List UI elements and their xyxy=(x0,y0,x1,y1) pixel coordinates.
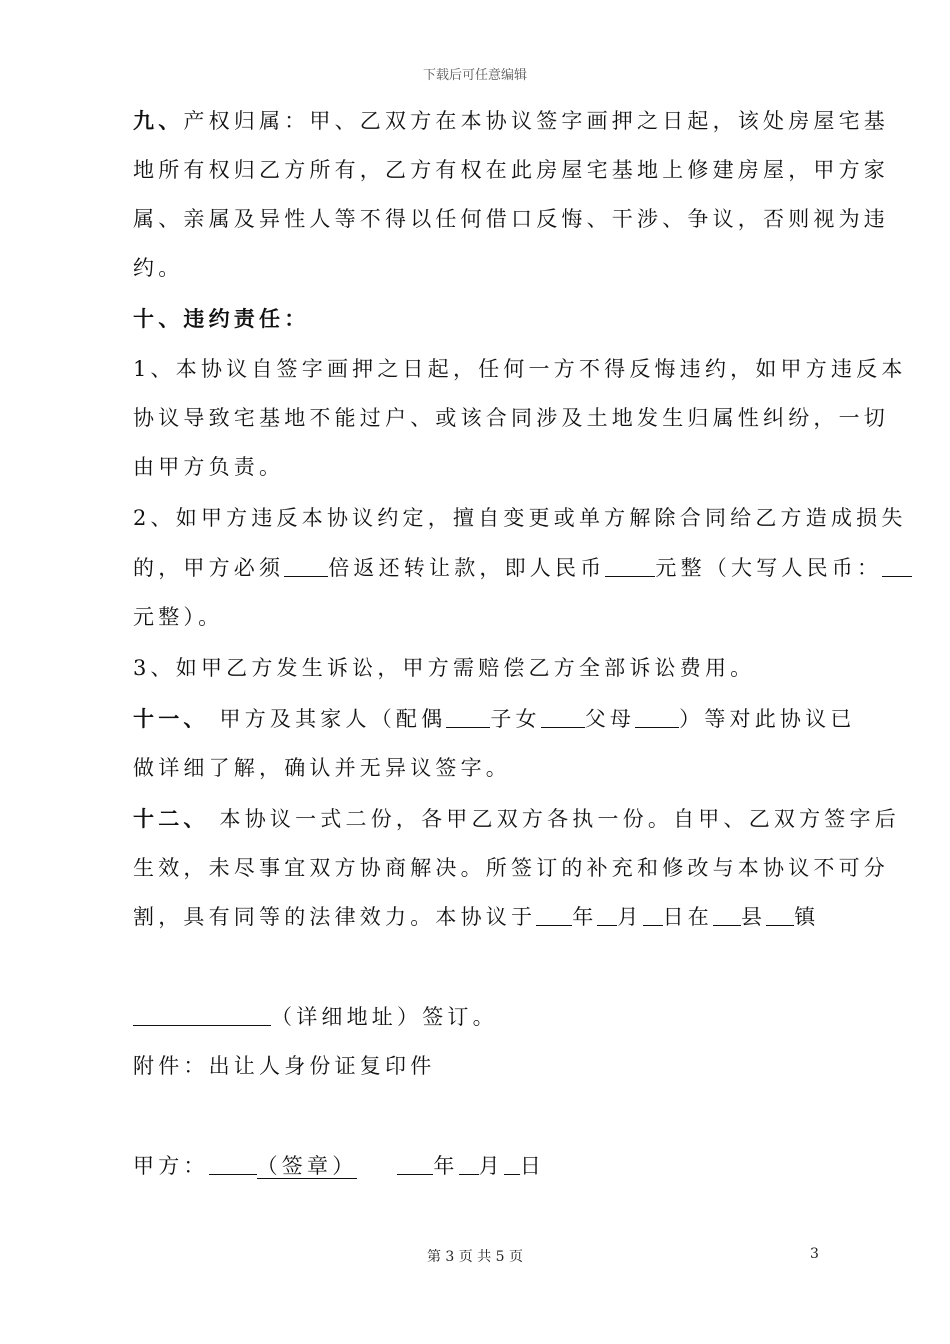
clause-10-item-1-line-3: 由甲方负责。 xyxy=(133,455,285,479)
clause-10-heading: 十、违约责任： xyxy=(133,306,310,331)
clause-10-item-1-line-2: 协议导致宅基地不能过户、或该合同涉及土地发生归属性纠纷，一切 xyxy=(133,406,889,430)
clause-9-line-2: 地所有权归乙方所有，乙方有权在此房屋宅基地上修建房屋，甲方家 xyxy=(133,158,889,182)
blank-year[interactable] xyxy=(536,903,572,926)
clause-11-number: 十一、 xyxy=(133,706,209,731)
text-segment: 日 xyxy=(519,1154,546,1178)
text-segment: （详细地址）签订。 xyxy=(271,1005,498,1029)
seal-label: （签章） xyxy=(256,1154,358,1178)
clause-12-line-3 xyxy=(133,902,833,932)
text-segment: 月 xyxy=(617,905,643,929)
text-segment: 元整（大写人民币： xyxy=(655,556,883,580)
text-segment: 割，具有同等的法律效力。本协议于 xyxy=(133,905,537,929)
clause-9-line-4: 约。 xyxy=(133,256,184,280)
party-a-label: 甲方： xyxy=(133,1154,209,1178)
clause-10-item-2-line-3: 元整）。 xyxy=(133,605,224,629)
signature-line xyxy=(133,1151,833,1181)
attachment-line: 附件：出让人身份证复印件 xyxy=(133,1054,436,1078)
text-segment: ）等对此协议已 xyxy=(679,707,856,731)
text-segment: 县 xyxy=(741,905,767,929)
text-segment: 日在 xyxy=(662,905,714,929)
blank-spouse[interactable] xyxy=(446,705,490,728)
clause-11-line-2: 做详细了解，确认并无异议签字。 xyxy=(133,756,511,780)
clause-12-number: 十二、 xyxy=(133,806,209,831)
clause-12-text: 本协议一式二份，各甲乙双方各执一份。自甲、乙双方签字后 xyxy=(219,807,900,831)
text-segment: 的，甲方必须 xyxy=(133,556,285,580)
text-segment: 镇 xyxy=(794,905,820,929)
text-segment: 年 xyxy=(433,1154,459,1178)
blank-town[interactable] xyxy=(766,903,794,926)
blank-children[interactable] xyxy=(541,705,585,728)
text-segment: 倍返还转让款，即人民币 xyxy=(328,556,606,580)
clause-9-line-1 xyxy=(133,106,890,136)
page-footer: 第 3 页 共 5 页 xyxy=(426,1249,524,1265)
blank-parents[interactable] xyxy=(635,705,679,728)
blank-day[interactable] xyxy=(643,903,663,926)
text-segment: 子女 xyxy=(490,707,541,731)
clause-11-line-1 xyxy=(133,704,856,734)
clause-9-line-3: 属、亲属及异性人等不得以任何借口反悔、干涉、争议，否则视为违 xyxy=(133,207,889,231)
clause-12-line-1 xyxy=(133,804,900,834)
text-segment: 父母 xyxy=(584,707,636,731)
text-segment: 月 xyxy=(478,1154,504,1178)
blank-county[interactable] xyxy=(713,903,741,926)
address-line xyxy=(133,1002,833,1032)
blank-multiple[interactable] xyxy=(284,554,328,577)
blank-month[interactable] xyxy=(597,903,617,926)
blank-amount[interactable] xyxy=(605,554,655,577)
clause-12-line-2: 生效，未尽事宜双方协商解决。所签订的补充和修改与本协议不可分 xyxy=(133,856,889,880)
clause-9-text: 产权归属：甲、乙双方在本协议签字画押之日起，该处房屋宅基 xyxy=(183,109,890,133)
clause-10-item-2-line-2 xyxy=(133,553,883,583)
blank-sign-day[interactable] xyxy=(504,1152,520,1175)
page-number: 3 xyxy=(810,1246,819,1262)
clause-10-item-3: 3、如甲乙方发生诉讼，甲方需赔偿乙方全部诉讼费用。 xyxy=(133,656,756,680)
blank-detailed-address[interactable] xyxy=(133,1003,271,1026)
clause-10-item-1-line-1: 1、本协议自签字画押之日起，任何一方不得反悔违约，如甲方违反本 xyxy=(133,357,907,381)
text-segment: 甲方及其家人（配偶 xyxy=(219,707,447,731)
clause-9-number: 九、 xyxy=(133,108,184,133)
blank-sign-month[interactable] xyxy=(459,1152,479,1175)
page-header: 下载后可任意编辑 xyxy=(422,68,527,83)
blank-amount-capital[interactable] xyxy=(882,554,912,577)
blank-signature[interactable] xyxy=(209,1152,257,1175)
clause-10-item-2-line-1: 2、如甲方违反本协议约定，擅自变更或单方解除合同给乙方造成损失 xyxy=(133,506,907,530)
text-segment: 年 xyxy=(572,905,598,929)
blank-sign-year[interactable] xyxy=(397,1152,433,1175)
